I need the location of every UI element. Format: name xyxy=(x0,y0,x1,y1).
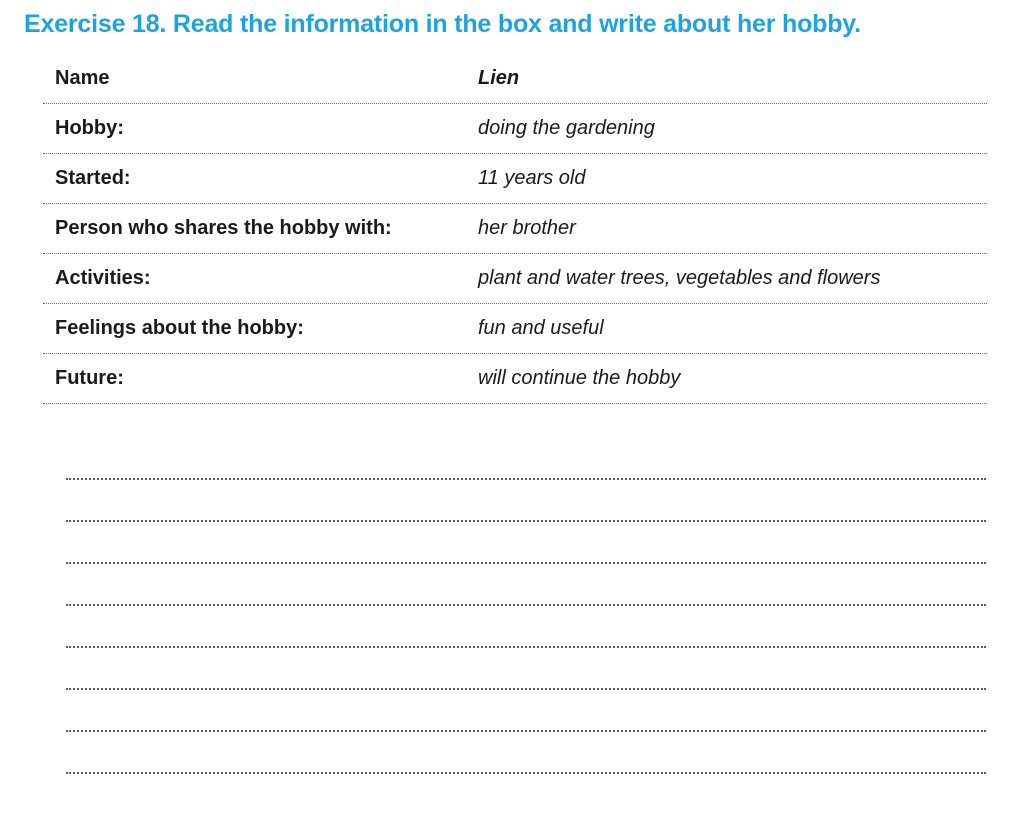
row-label-activities: Activities: xyxy=(55,267,151,289)
writing-line[interactable] xyxy=(66,604,986,606)
writing-area[interactable] xyxy=(66,478,986,814)
table-row-feelings xyxy=(43,304,987,354)
table-row-activities xyxy=(43,254,987,304)
row-label-feelings: Feelings about the hobby: xyxy=(55,317,304,339)
writing-line[interactable] xyxy=(66,730,986,732)
row-value-activities: plant and water trees, vegetables and flowers xyxy=(478,267,881,289)
table-row-name xyxy=(43,54,987,104)
row-label-person: Person who shares the hobby with: xyxy=(55,217,392,239)
writing-line[interactable] xyxy=(66,520,986,522)
row-label-name: Name xyxy=(55,67,110,89)
row-value-feelings: fun and useful xyxy=(478,317,604,339)
writing-line[interactable] xyxy=(66,562,986,564)
writing-line[interactable] xyxy=(66,478,986,480)
row-value-name: Lien xyxy=(478,67,520,89)
table-row-person xyxy=(43,204,987,254)
row-label-future: Future: xyxy=(55,367,124,389)
exercise-title: Exercise 18. Read the information in the box and write about her hobby. xyxy=(24,10,861,38)
row-label-hobby: Hobby: xyxy=(55,117,124,139)
writing-line[interactable] xyxy=(66,772,986,774)
info-box-table xyxy=(43,54,987,404)
row-value-person: her brother xyxy=(478,217,576,239)
row-value-started: 11 years old xyxy=(478,167,586,189)
table-row-started xyxy=(43,154,987,204)
writing-line[interactable] xyxy=(66,646,986,648)
table-row-hobby xyxy=(43,104,987,154)
row-label-started: Started: xyxy=(55,167,131,189)
row-value-future: will continue the hobby xyxy=(478,367,681,389)
writing-line[interactable] xyxy=(66,688,986,690)
table-row-future xyxy=(43,354,987,404)
row-value-hobby: doing the gardening xyxy=(478,117,655,139)
